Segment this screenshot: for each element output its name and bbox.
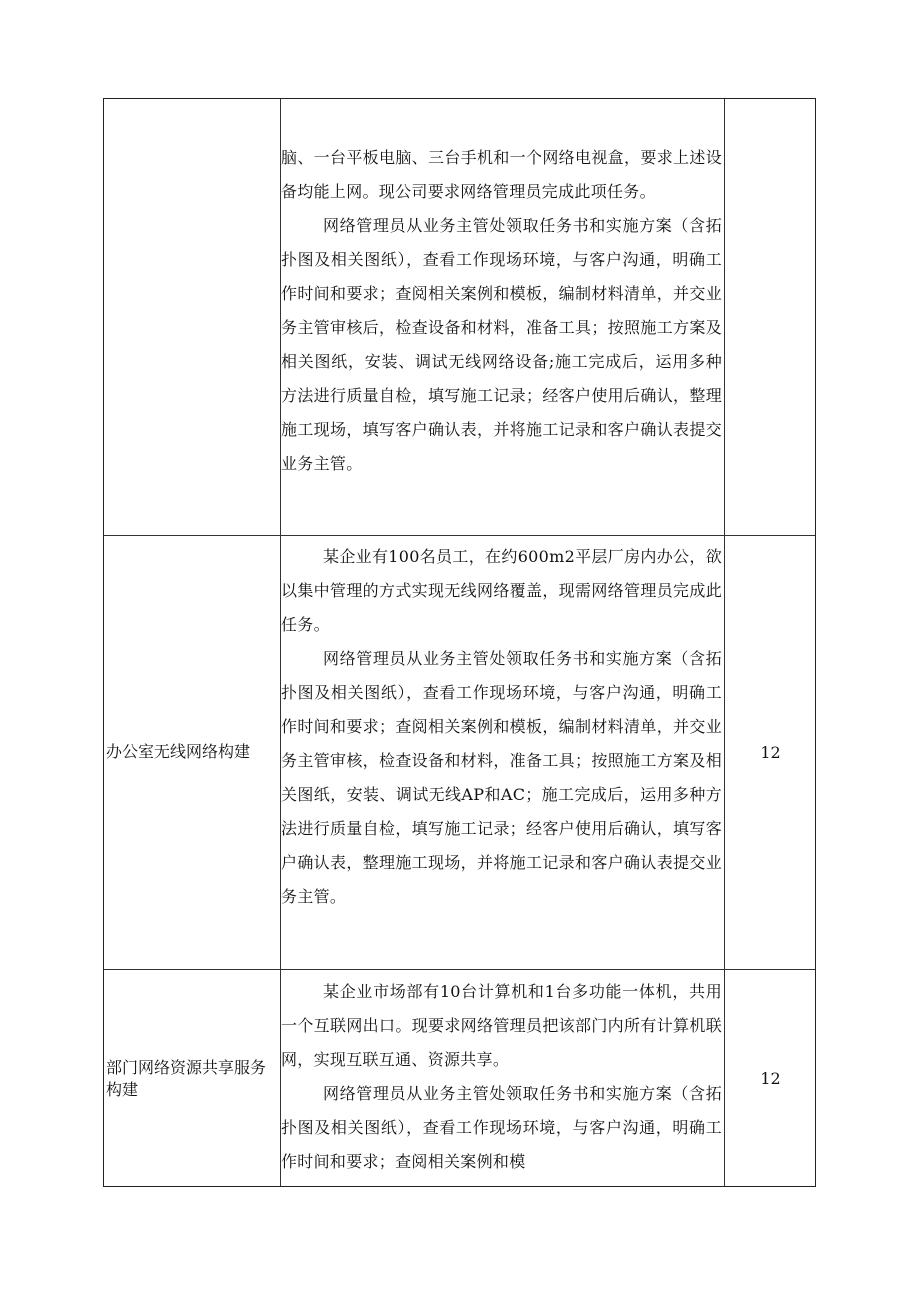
description-paragraph: 网络管理员从业务主管处领取任务书和实施方案（含拓扑图及相关图纸），查看工作现场环境，与客户沟通，明确工作时间和要求；查阅相关案例和模板，编制材料清单，并交业务主管审核，检查设备和材料，准备工具；按照施工方案及相关图纸，安装、调试无线AP和AC；施工完成后，运用多种方法进行质量自检，填写施工记录；经客户使用后确认，填写客户确认表，整理施工现场，并将施工记录和客户确认表提交业务主管。 bbox=[281, 649, 722, 906]
hours-cell: 12 bbox=[760, 742, 781, 762]
column-divider bbox=[724, 99, 725, 1186]
description-paragraph: 某企业有100名员工，在约600m2平层厂房内办公，欲以集中管理的方式实现无线网络覆盖，现需网络管理员完成此任务。 bbox=[281, 547, 722, 634]
description-paragraph: 网络管理员从业务主管处领取任务书和实施方案（含拓扑图及相关图纸），查看工作现场环境，与客户沟通，明确工作时间和要求；查阅相关案例和模 bbox=[281, 1084, 722, 1171]
task-description-cell bbox=[281, 141, 722, 481]
task-name-cell bbox=[104, 99, 279, 535]
hours-cell bbox=[726, 99, 815, 535]
hours-cell: 12 bbox=[760, 1069, 781, 1088]
task-description-cell bbox=[281, 540, 722, 914]
task-description-cell bbox=[281, 975, 722, 1179]
task-name-cell: 部门网络资源共享服务构建 bbox=[106, 1057, 267, 1099]
description-paragraph: 某企业市场部有10台计算机和1台多功能一体机，共用一个互联网出口。现要求网络管理员把该部门内所有计算机联网，实现互联互通、资源共享。 bbox=[281, 982, 722, 1069]
description-paragraph: 网络管理员从业务主管处领取任务书和实施方案（含拓扑图及相关图纸），查看工作现场环境，与客户沟通，明确工作时间和要求；查阅相关案例和模板，编制材料清单，并交业务主管审核后，检查设备和材料，准备工具；按照施工方案及相关图纸，安装、调试无线网络设备;施工完成后，运用多种方法进行质量自检，填写施工记录；经客户使用后确认，整理施工现场，填写客户确认表，并将施工记录和客户确认表提交业务主管。 bbox=[281, 216, 722, 473]
course-task-table bbox=[103, 98, 816, 1187]
task-name-cell: 办公室无线网络构建 bbox=[106, 742, 251, 761]
description-paragraph: 脑、一台平板电脑、三台手机和一个网络电视盒，要求上述设备均能上网。现公司要求网络管理员完成此项任务。 bbox=[281, 148, 722, 201]
